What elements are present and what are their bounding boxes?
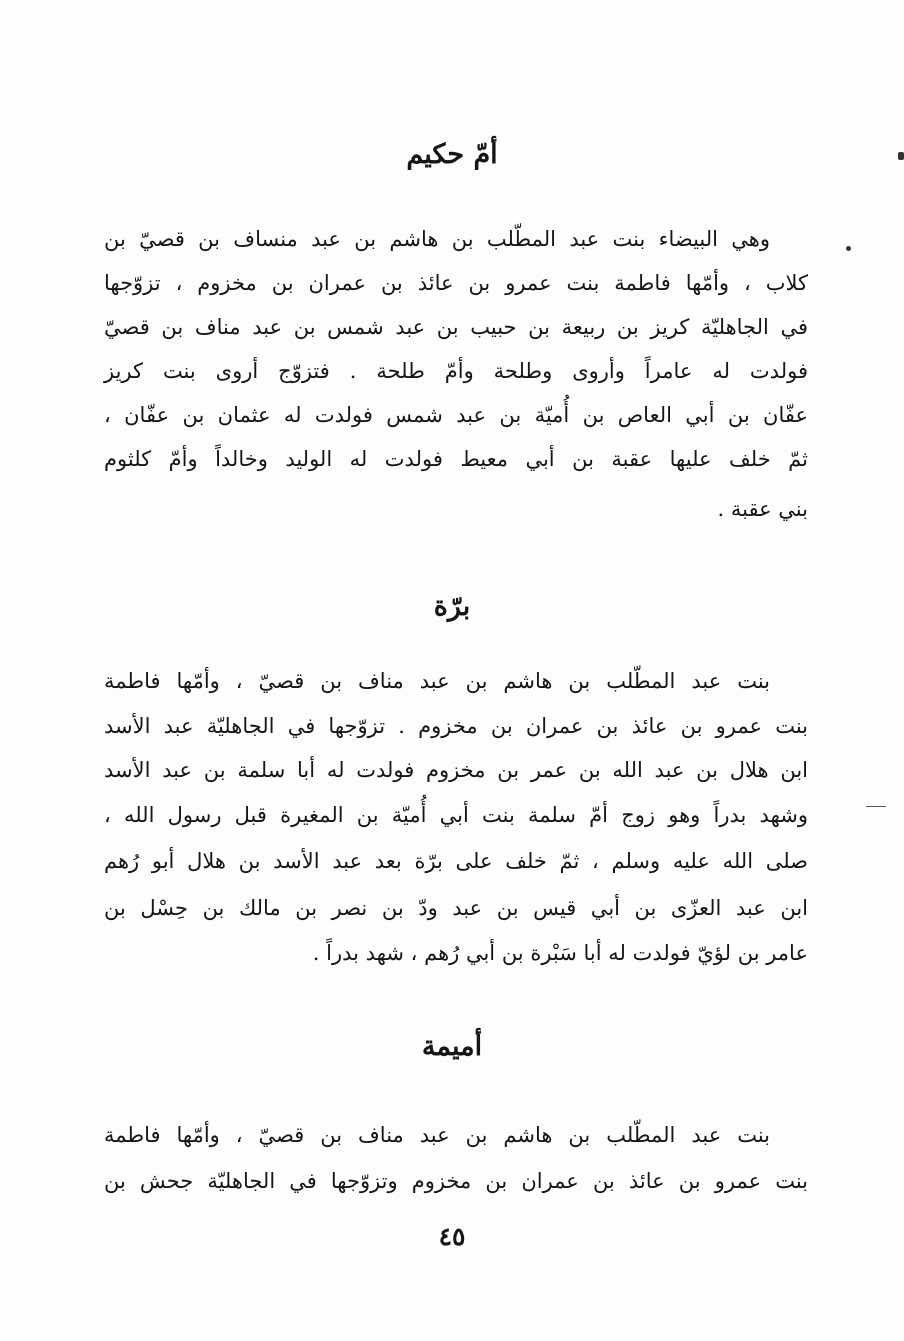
section-title-umm-hakim: أمّ حكيم [406,139,498,170]
text-line: عامر بن لؤيّ فولدت له أبا سَبْرة بن أبي رُهم ، شهد بدراً . [312,941,808,965]
text-line: فولدت له عامراً وأروى وطلحة وأمّ طلحة . فتزوّج أروى بنت كريز [104,359,808,383]
text-line: صلى الله عليه وسلم ، ثمّ خلف على برّة بعد عبد الأسد بن هلال أبو رُهم [104,849,808,873]
text-line: وهي البيضاء بنت عبد المطّلب بن هاشم بن عبد منساف بن قصيّ بن [104,227,770,251]
section-title-umayma: أميمة [421,1031,483,1062]
text-line: وشهد بدراً وهو زوج أمّ سلمة بنت أبي أُميّة بن المغيرة قبل رسول الله ، [104,803,808,827]
scan-speck [898,152,904,160]
text-line: بني عقبة . [717,497,808,521]
text-line: ابن هلال بن عبد الله بن عمر بن مخزوم فولدت له أبا سلمة بن عبد الأسد [104,758,808,782]
text-line: بنت عبد المطّلب بن هاشم بن عبد مناف بن قصيّ ، وأمّها فاطمة [104,1123,770,1147]
text-line: عفّان بن أبي العاص بن أُميّة بن عبد شمس فولدت له عثمان بن عفّان ، [104,403,808,427]
text-line: ثمّ خلف عليها عقبة بن أبي معيط فولدت له الوليد وخالداً وأمّ كلثوم [104,447,808,471]
text-line: ابن عبد العزّى بن أبي قيس بن عبد ودّ بن نصر بن مالك بن حِسْل بن [104,896,808,920]
scan-speck [846,246,851,251]
text-line: في الجاهليّة كريز بن ربيعة بن حبيب بن عبد شمس بن عبد مناف بن قصيّ [104,315,808,339]
scan-mark-line [866,806,886,807]
section-title-barra: برّة [433,591,471,622]
page-number: ٤٥ [438,1222,466,1251]
text-line: بنت عمرو بن عائذ بن عمران بن مخزوم . تزوّجها في الجاهليّة عبد الأسد [104,714,808,738]
text-line: بنت عبد المطّلب بن هاشم بن عبد مناف بن قصيّ ، وأمّها فاطمة [104,669,770,693]
text-line: كلاب ، وأمّها فاطمة بنت عمرو بن عائذ بن عمران بن مخزوم ، تزوّجها [104,271,808,295]
text-line: بنت عمرو بن عائذ بن عمران بن مخزوم وتزوّجها في الجاهليّة جحش بن [104,1169,808,1193]
